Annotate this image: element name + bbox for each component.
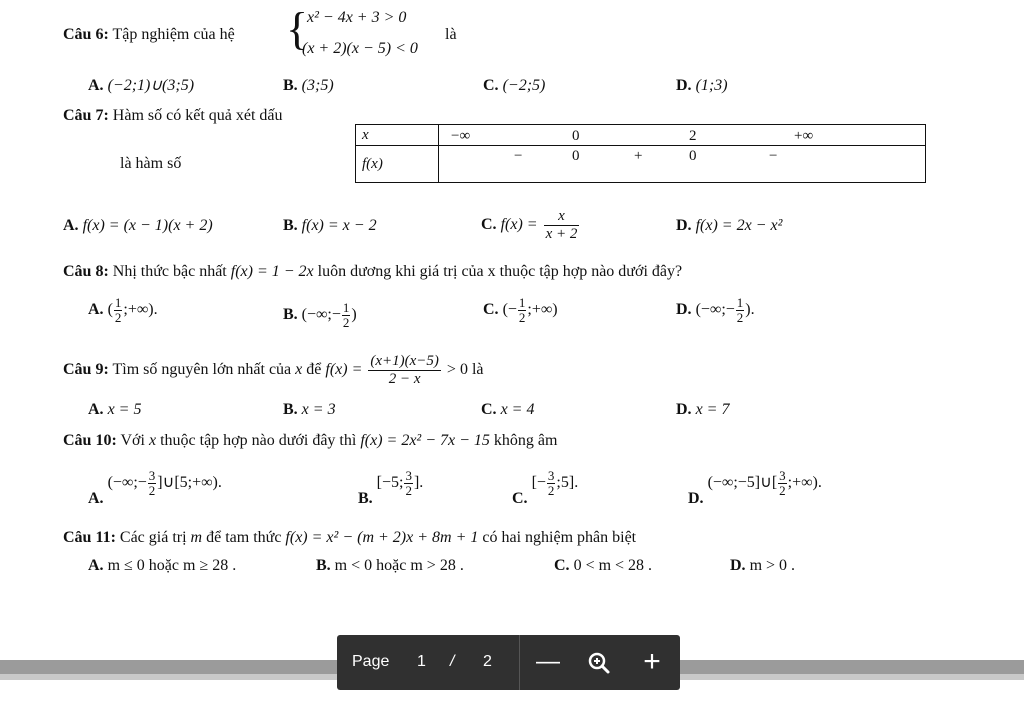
q10-option-c: C.[− $\frac{3}{2}$ ;5]. (512, 467, 579, 507)
sign-table-row-x (356, 125, 926, 146)
q9-option-a: A. x = 5 (88, 401, 142, 418)
magnifier-icon (587, 651, 611, 675)
q7-option-a: A. f(x) = (x − 1)(x + 2) (63, 217, 213, 234)
question-7 (63, 107, 283, 125)
question-8 (63, 263, 682, 281)
total-pages: 2 (483, 653, 492, 670)
question-11-text2: để tam thức (206, 529, 282, 546)
sign-x-val: 0 (572, 128, 580, 144)
q6-option-b: B. (3;5) (283, 77, 334, 94)
q9-fraction: $\frac{(x+1)(x-5)}{2 - x}$ (370, 352, 439, 387)
question-7-text2: là hàm số (120, 155, 182, 172)
zoom-out-button[interactable]: — (536, 648, 560, 675)
question-8-text: Nhị thức bậc nhất (112, 263, 227, 280)
q7-option-b: B. f(x) = x − 2 (283, 217, 377, 234)
sign-fx-val: 0 (689, 148, 697, 164)
question-9 (63, 350, 484, 390)
question-10-text2: thuộc tập hợp nào dưới đây thì (160, 432, 357, 449)
q6-tail: là (445, 26, 457, 43)
sign-x-val: 2 (689, 128, 697, 144)
question-11-label: Câu 11: (63, 529, 116, 546)
question-10-label: Câu 10: (63, 432, 117, 449)
sign-fx-val: − (514, 148, 523, 164)
zoom-button[interactable] (581, 645, 617, 681)
question-9-de: để (306, 361, 322, 378)
question-6 (63, 26, 235, 44)
page-slash: / (450, 653, 455, 670)
question-9-label: Câu 9: (63, 361, 109, 378)
q7-option-d: D. f(x) = 2x − x² (676, 217, 783, 234)
q8-option-b: B. (−∞;− $\frac{1}{2}$ ) (283, 299, 357, 330)
question-10-text: Với (120, 432, 145, 449)
q9-option-c: C. x = 4 (481, 401, 535, 418)
q11-option-a: A. m ≤ 0 hoặc m ≥ 28 . (88, 557, 237, 574)
question-9-text: Tìm số nguyên lớn nhất của (112, 361, 292, 378)
question-8-text2: luôn dương khi giá trị của x thuộc tập hợp nào dưới đây? (317, 263, 683, 280)
q8-option-d: D. (−∞;− $\frac{1}{2}$ ). (676, 294, 755, 325)
current-page[interactable]: 1 (417, 653, 426, 670)
question-11-var: m (190, 529, 203, 546)
sign-table-head-fx: f(x) (356, 146, 439, 183)
question-8-label: Câu 8: (63, 263, 109, 280)
question-9-var: x (295, 361, 303, 378)
q6-equation-2: (x + 2)(x − 5) < 0 (302, 40, 418, 57)
q10-option-d: D.(−∞;−5]∪[ $\frac{3}{2}$ ;+∞). (688, 467, 822, 507)
question-11-fx: f(x) = x² − (m + 2)x + 8m + 1 (285, 529, 479, 546)
question-10-tail: không âm (493, 432, 558, 449)
q8-option-c: C. (− $\frac{1}{2}$ ;+∞) (483, 294, 558, 325)
q9-option-d: D. x = 7 (676, 401, 730, 418)
question-10-var: x (148, 432, 157, 449)
q11-option-c: C. 0 < m < 28 . (554, 557, 653, 574)
q6-option-a: A. (−2;1)∪(3;5) (88, 77, 195, 94)
question-10 (63, 432, 557, 450)
question-9-tail: > 0 là (446, 361, 484, 378)
q7-option-c: C. f(x) = $\frac{x}{x + 2}$ (481, 207, 578, 242)
sign-table (355, 124, 926, 183)
q6-option-d: D. (1;3) (676, 77, 728, 94)
question-6-label: Câu 6: (63, 26, 109, 43)
question-6-text: Tập nghiệm của hệ (112, 26, 235, 43)
question-11-tail: có hai nghiệm phân biệt (482, 529, 637, 546)
q10-option-a: A.(−∞;− $\frac{3}{2}$ ]∪[5;+∞). (88, 467, 222, 507)
sign-fx-val: 0 (572, 148, 580, 164)
sign-x-val: +∞ (794, 128, 814, 144)
q11-option-b: B. m < 0 hoặc m > 28 . (316, 557, 464, 574)
sign-table-row-fx (356, 146, 926, 183)
page-label: Page (352, 653, 390, 670)
zoom-in-button[interactable]: + (643, 645, 661, 678)
sign-fx-val: + (634, 148, 643, 164)
pdf-toolbar (337, 635, 680, 690)
sign-table-head-x: x (356, 125, 439, 146)
q8-option-a: A. ( $\frac{1}{2}$ ;+∞). (88, 294, 158, 325)
q11-option-d: D. m > 0 . (730, 557, 796, 574)
q6-equation-1: x² − 4x + 3 > 0 (307, 9, 407, 26)
q7-c-fraction: $\frac{x}{x + 2}$ (545, 207, 578, 242)
question-9-fx: f(x) = (325, 361, 363, 378)
question-10-fx: f(x) = 2x² − 7x − 15 (360, 432, 490, 449)
q6-option-c: C. (−2;5) (483, 77, 546, 94)
question-7-text: Hàm số có kết quả xét dấu (112, 107, 283, 124)
sign-x-val: −∞ (451, 128, 471, 144)
question-8-fx: f(x) = 1 − 2x (230, 263, 314, 280)
question-11-text: Các giá trị (119, 529, 187, 546)
sign-fx-val: − (769, 148, 778, 164)
toolbar-divider (519, 635, 520, 690)
q9-option-b: B. x = 3 (283, 401, 336, 418)
q10-option-b: B.[−5; $\frac{3}{2}$ ]. (358, 467, 424, 507)
system-brace: { (286, 3, 309, 54)
question-11 (63, 529, 636, 547)
question-7-label: Câu 7: (63, 107, 109, 124)
